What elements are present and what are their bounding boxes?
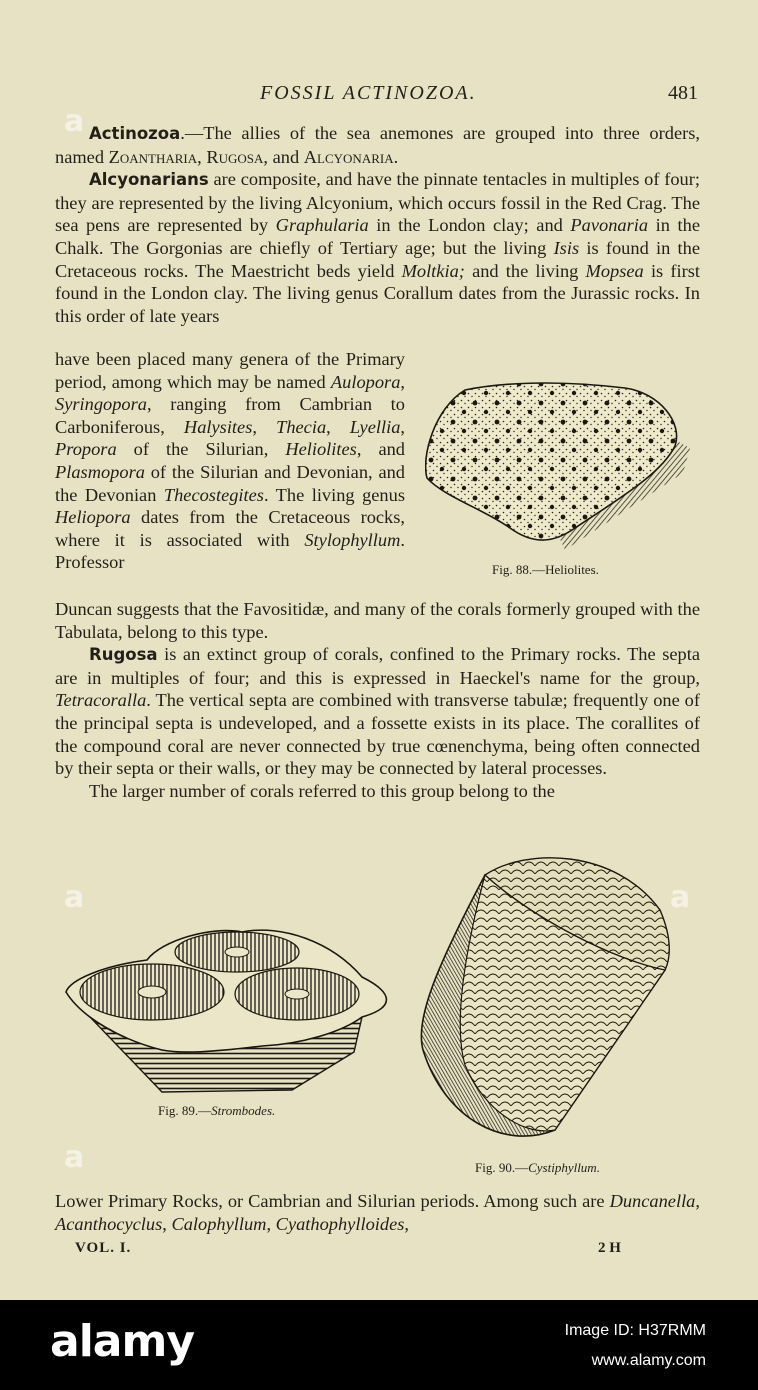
page-number: 481 xyxy=(668,82,698,104)
figure-89-strombodes xyxy=(62,922,402,1102)
page-footer xyxy=(0,1240,758,1262)
corallite-right xyxy=(235,968,359,1020)
term-rugosa: Rugosa xyxy=(89,645,158,665)
text-block-wrapped xyxy=(55,348,405,574)
running-title: FOSSIL ACTINOZOA. xyxy=(260,82,477,104)
figure-90-caption: Fig. 90.—Cystiphyllum. xyxy=(475,1160,600,1175)
watermark-url: www.alamy.com xyxy=(591,1352,706,1369)
paragraph-larger-number: The larger number of corals referred to this group belong to the xyxy=(89,780,555,801)
figure-88-heliolites xyxy=(425,378,690,556)
signature-mark: 2 H xyxy=(598,1240,621,1256)
text-block-middle xyxy=(55,598,700,802)
page-header xyxy=(0,82,758,110)
image-id: Image ID: H37RMM xyxy=(564,1322,706,1339)
corallite-left xyxy=(80,964,224,1020)
paragraph-rugosa: Rugosa is an extinct group of corals, confined to the Primary rocks. The septa are in multiples of four; and this is expressed in Haeckel's name for the group, Tetracoralla. The vertical septa are combined with transverse tabulæ; frequently one of the principal septa is undeveloped, and a fossette exists in its place. The corallites of the compound coral are never connected by true cœnenchyma, being often connected by their septa or their walls, or they may be connected by lateral processes. xyxy=(55,644,700,779)
watermark-glyph: a xyxy=(64,1140,85,1175)
alamy-logo: alamy xyxy=(50,1316,194,1367)
text-block-top xyxy=(55,122,700,327)
term-actinozoa: Actinozoa xyxy=(89,124,181,143)
strombodes-illustration xyxy=(62,922,402,1102)
figure-88-caption: Fig. 88.—Heliolites. xyxy=(492,562,599,577)
watermark-glyph: a xyxy=(64,880,85,915)
paragraph-alcyonarians-continued: have been placed many genera of the Primary period, among which may be named Aulopora, Syringopora, ranging from Cambrian to Carboniferous, Halysites, Thecia, Lyellia, Propora of the Silurian, Heliolites, and Plasmopora of the Silurian and Devonian, and the Devonian Thecostegites. The living genus Heliopora dates from the Cretaceous rocks, where it is associated with Stylophyllum. Professor xyxy=(55,349,406,573)
heliolites-illustration xyxy=(425,378,690,556)
cystiphyllum-illustration xyxy=(415,850,695,1152)
text-block-bottom xyxy=(55,1190,700,1235)
volume-label: VOL. I. xyxy=(75,1240,132,1256)
term-alcyonarians: Alcyonarians xyxy=(89,170,209,190)
paragraph-duncan: Duncan suggests that the Favositidæ, and many of the corals formerly grouped with the Tabulata, belong to this type. xyxy=(55,599,700,642)
corallite-top xyxy=(175,932,299,972)
figure-89-caption: Fig. 89.—Strombodes. xyxy=(158,1103,276,1118)
paragraph-actinozoa: Actinozoa.—The allies of the sea anemones are grouped into three orders, named Zoantharia, Rugosa, and Alcyonaria. xyxy=(55,123,700,167)
figure-90-cystiphyllum xyxy=(415,850,695,1152)
watermark-glyph: a xyxy=(64,104,85,139)
paragraph-alcyonarians: Alcyonarians are composite, and have the pinnate tentacles in multiples of four; they are represented by the living Alcyonium, which occurs fossil in the Red Crag. The sea pens are represented by Graphularia in the London clay; and Pavonaria in the Chalk. The Gorgonias are chiefly of Tertiary age; but the living Isis is found in the Cretaceous rocks. The Maestricht beds yield Moltkia; and the living Mopsea is first found in the London clay. The living genus Corallum dates from the Jurassic rocks. In this order of late years xyxy=(55,169,701,326)
watermark-glyph: a xyxy=(670,880,691,915)
stock-watermark-band xyxy=(0,1300,758,1390)
paragraph-lower-primary: Lower Primary Rocks, or Cambrian and Silurian periods. Among such are Duncanella, Acanthocyclus, Calophyllum, Cyathophylloides, xyxy=(55,1191,700,1234)
